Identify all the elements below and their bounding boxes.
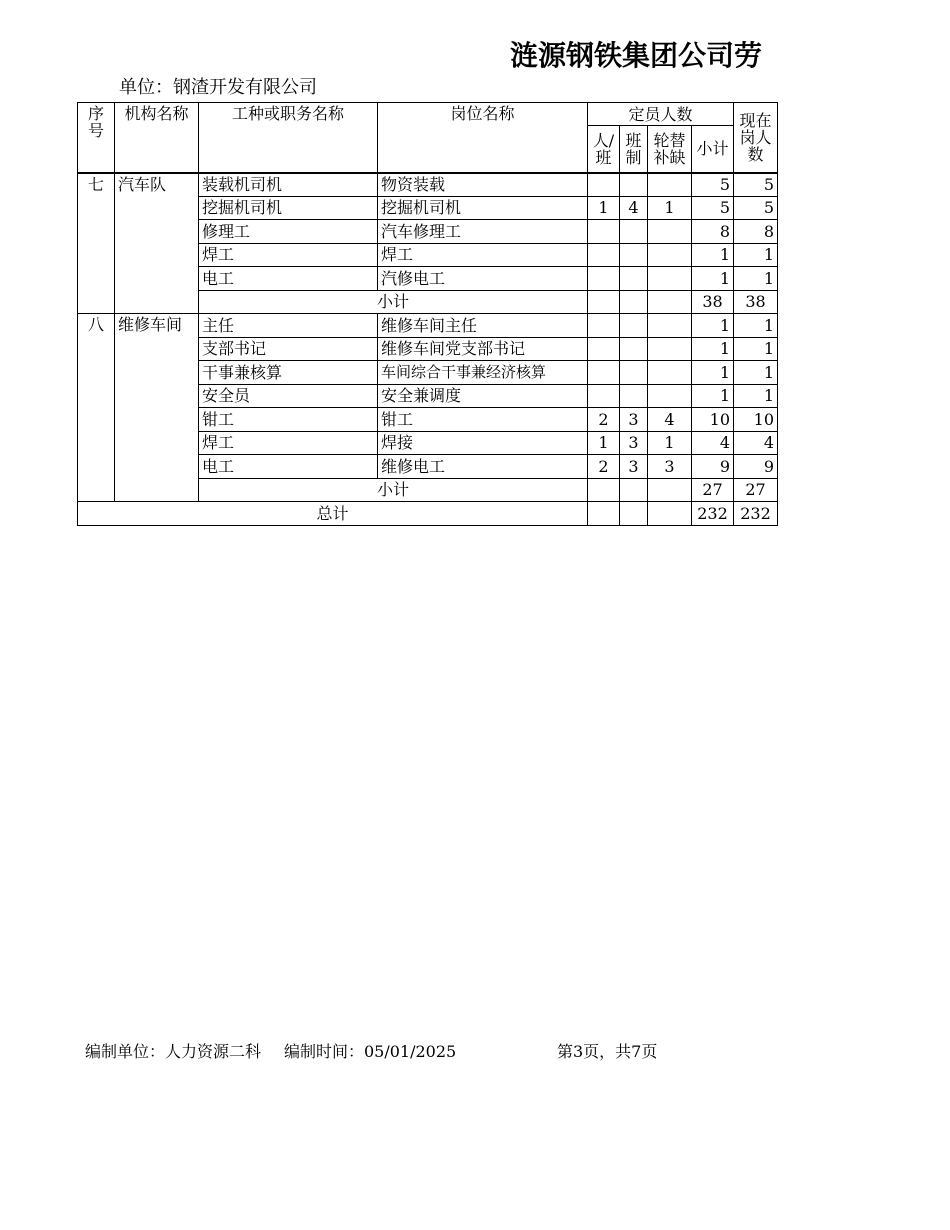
post-cell: 维修电工: [378, 455, 588, 479]
relief-cell: [648, 173, 692, 197]
group-current: 27: [734, 478, 778, 502]
post-cell: 物资装载: [378, 173, 588, 197]
empty-cell: [620, 290, 648, 314]
shifts-cell: [620, 361, 648, 385]
subtotal-cell: 5: [692, 173, 734, 197]
per-shift-cell: 2: [588, 408, 620, 432]
header-quota-group: 定员人数: [588, 103, 734, 126]
subtotal-cell: 9: [692, 455, 734, 479]
current-cell: 4: [734, 431, 778, 455]
subtotal-cell: 5: [692, 196, 734, 220]
empty-cell: [588, 502, 620, 526]
post-cell: 车间综合干事兼经济核算: [378, 361, 588, 385]
total-label: 总计: [78, 502, 588, 526]
relief-cell: 1: [648, 431, 692, 455]
post-cell: 焊工: [378, 243, 588, 267]
page-title: 涟源钢铁集团公司劳: [510, 39, 763, 72]
shifts-cell: 3: [620, 455, 648, 479]
total-current: 232: [734, 502, 778, 526]
subtotal-cell: 1: [692, 243, 734, 267]
group-org: 维修车间: [115, 314, 199, 502]
current-cell: 1: [734, 361, 778, 385]
staffing-table: [77, 102, 778, 526]
footer-page: 第3页，共7页: [557, 1042, 658, 1061]
group-seq: 八: [78, 314, 115, 502]
header-post: 岗位名称: [378, 103, 588, 173]
relief-cell: [648, 337, 692, 361]
table-row: [78, 173, 778, 197]
current-cell: 8: [734, 220, 778, 244]
per-shift-cell: [588, 220, 620, 244]
job-cell: 焊工: [199, 243, 378, 267]
subtotal-cell: 1: [692, 267, 734, 291]
job-cell: 钳工: [199, 408, 378, 432]
table-row: [78, 314, 778, 338]
relief-cell: [648, 384, 692, 408]
relief-cell: 1: [648, 196, 692, 220]
per-shift-cell: [588, 361, 620, 385]
empty-cell: [620, 478, 648, 502]
shifts-cell: [620, 267, 648, 291]
per-shift-cell: [588, 337, 620, 361]
per-shift-cell: 1: [588, 196, 620, 220]
post-cell: 汽修电工: [378, 267, 588, 291]
post-cell: 汽车修理工: [378, 220, 588, 244]
shifts-cell: [620, 314, 648, 338]
relief-cell: [648, 220, 692, 244]
job-cell: 修理工: [199, 220, 378, 244]
post-cell: 维修车间主任: [378, 314, 588, 338]
subtotal-cell: 1: [692, 314, 734, 338]
header-shifts: 班制: [620, 126, 648, 173]
relief-cell: [648, 314, 692, 338]
per-shift-cell: [588, 173, 620, 197]
footer-time: 编制时间：05/01/2025: [284, 1042, 457, 1061]
empty-cell: [588, 478, 620, 502]
total-row: [78, 502, 778, 526]
job-cell: 电工: [199, 455, 378, 479]
per-shift-cell: [588, 243, 620, 267]
post-cell: 挖掘机司机: [378, 196, 588, 220]
job-cell: 支部书记: [199, 337, 378, 361]
empty-cell: [588, 290, 620, 314]
shifts-cell: 3: [620, 408, 648, 432]
current-cell: 1: [734, 337, 778, 361]
job-cell: 干事兼核算: [199, 361, 378, 385]
job-cell: 焊工: [199, 431, 378, 455]
group-current: 38: [734, 290, 778, 314]
header-relief: 轮替补缺: [648, 126, 692, 173]
empty-cell: [648, 502, 692, 526]
unit-label: 单位：钢渣开发有限公司: [119, 77, 317, 98]
job-cell: 挖掘机司机: [199, 196, 378, 220]
relief-cell: 4: [648, 408, 692, 432]
job-cell: 主任: [199, 314, 378, 338]
shifts-cell: 3: [620, 431, 648, 455]
header-per-shift: 人/班: [588, 126, 620, 173]
subtotal-cell: 1: [692, 361, 734, 385]
relief-cell: [648, 243, 692, 267]
per-shift-cell: [588, 314, 620, 338]
job-cell: 装载机司机: [199, 173, 378, 197]
current-cell: 1: [734, 384, 778, 408]
header-job: 工种或职务名称: [199, 103, 378, 173]
post-cell: 焊接: [378, 431, 588, 455]
per-shift-cell: [588, 384, 620, 408]
header-org: 机构名称: [115, 103, 199, 173]
current-cell: 1: [734, 314, 778, 338]
post-cell: 安全兼调度: [378, 384, 588, 408]
empty-cell: [648, 478, 692, 502]
header-subtotal: 小计: [692, 126, 734, 173]
empty-cell: [648, 290, 692, 314]
relief-cell: 3: [648, 455, 692, 479]
post-cell: 钳工: [378, 408, 588, 432]
subtotal-cell: 8: [692, 220, 734, 244]
job-cell: 电工: [199, 267, 378, 291]
current-cell: 5: [734, 196, 778, 220]
group-subtotal: 27: [692, 478, 734, 502]
current-cell: 1: [734, 267, 778, 291]
subtotal-cell: 4: [692, 431, 734, 455]
current-cell: 1: [734, 243, 778, 267]
relief-cell: [648, 267, 692, 291]
shifts-cell: [620, 243, 648, 267]
shifts-cell: [620, 337, 648, 361]
per-shift-cell: 2: [588, 455, 620, 479]
shifts-cell: [620, 173, 648, 197]
post-cell: 维修车间党支部书记: [378, 337, 588, 361]
header-row: [78, 103, 778, 126]
relief-cell: [648, 361, 692, 385]
current-cell: 10: [734, 408, 778, 432]
shifts-cell: [620, 384, 648, 408]
per-shift-cell: 1: [588, 431, 620, 455]
job-cell: 安全员: [199, 384, 378, 408]
group-subtotal: 38: [692, 290, 734, 314]
subtotal-label: 小计: [199, 478, 588, 502]
footer-unit: 编制单位：人力资源二科: [85, 1042, 262, 1061]
total-subtotal: 232: [692, 502, 734, 526]
current-cell: 5: [734, 173, 778, 197]
per-shift-cell: [588, 267, 620, 291]
empty-cell: [620, 502, 648, 526]
subtotal-cell: 10: [692, 408, 734, 432]
shifts-cell: [620, 220, 648, 244]
subtotal-cell: 1: [692, 337, 734, 361]
group-org: 汽车队: [115, 173, 199, 314]
current-cell: 9: [734, 455, 778, 479]
header-current: 现在岗人数: [734, 103, 778, 173]
subtotal-cell: 1: [692, 384, 734, 408]
group-seq: 七: [78, 173, 115, 314]
header-seq: 序号: [78, 103, 115, 173]
shifts-cell: 4: [620, 196, 648, 220]
subtotal-label: 小计: [199, 290, 588, 314]
